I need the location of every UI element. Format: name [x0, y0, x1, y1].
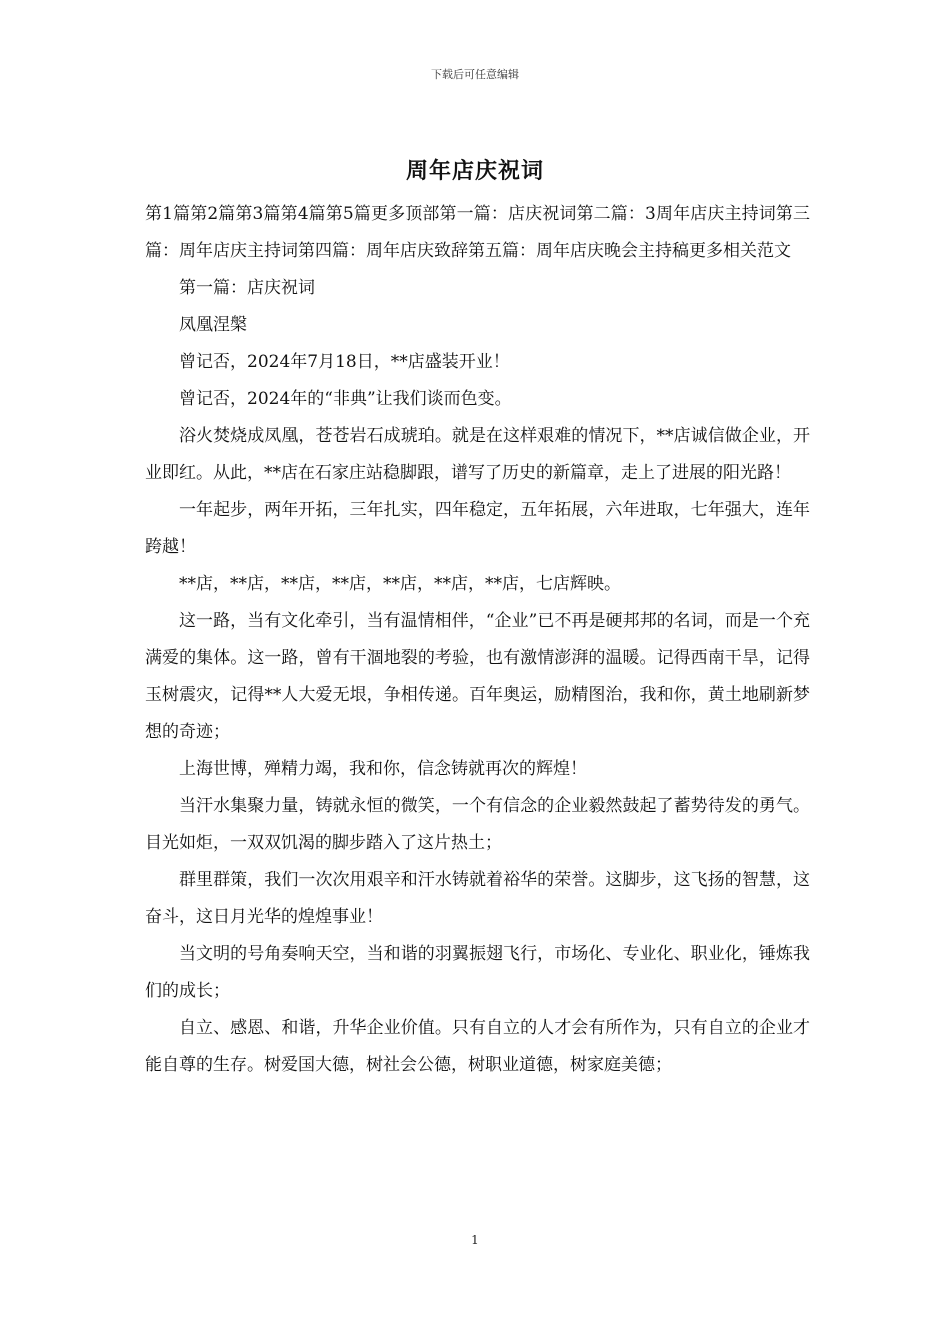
body-paragraph: 曾记否，2024年7月18日，**店盛装开业！: [179, 352, 510, 372]
body-paragraph: 自立、感恩、和谐，升华企业价值。只有自立的人才会有所作为，只有自立的企业才能自尊的生存。树爱国大德，树社会公德，树职业道德，树家庭美德；: [145, 1018, 810, 1075]
body-paragraph: 浴火焚烧成凤凰，苍苍岩石成琥珀。就是在这样艰难的情况下，**店诚信做企业，开业即红。从此，**店在石家庄站稳脚跟，谱写了历史的新篇章，走上了进展的阳光路！: [145, 426, 810, 483]
body-paragraph: 上海世博，殚精力竭，我和你，信念铸就再次的辉煌！: [179, 759, 587, 779]
document-title: 周年店庆祝词: [405, 158, 544, 184]
header-note: 下载后可任意编辑: [431, 68, 519, 81]
table-of-contents-paragraph: 第1篇第2篇第3篇第4篇第5篇更多顶部第一篇：店庆祝词第二篇：3周年店庆主持词第三篇：周年店庆主持词第四篇：周年店庆致辞第五篇：周年店庆晚会主持稿更多相关范文: [145, 204, 810, 261]
body-paragraph: 这一路，当有文化牵引，当有温情相伴，“企业”已不再是硬邦邦的名词，而是一个充满爱的集体。这一路，曾有干涸地裂的考验，也有激情澎湃的温暖。记得西南干旱，记得玉树震灾，记得**人大爱无垠，争相传递。百年奥运，励精图治，我和你，黄土地刷新梦想的奇迹；: [145, 611, 810, 742]
body-paragraph: 当文明的号角奏响天空，当和谐的羽翼振翅飞行，市场化、专业化、职业化，锤炼我们的成长；: [145, 944, 810, 1001]
document-body: [145, 196, 810, 1084]
body-paragraph: 当汗水集聚力量，铸就永恒的微笑，一个有信念的企业毅然鼓起了蓄势待发的勇气。目光如炬，一双双饥渴的脚步踏入了这片热土；: [145, 796, 810, 853]
body-paragraph: 一年起步，两年开拓，三年扎实，四年稳定，五年拓展，六年进取，七年强大，连年跨越！: [145, 500, 810, 557]
page-number: 1: [471, 1233, 479, 1247]
section-heading: 第一篇：店庆祝词: [179, 278, 315, 298]
subtitle-paragraph: 凤凰涅槃: [179, 315, 247, 335]
body-paragraph: 曾记否，2024年的“非典”让我们谈而色变。: [179, 389, 512, 409]
body-paragraph: 群里群策，我们一次次用艰辛和汗水铸就着裕华的荣誉。这脚步，这飞扬的智慧，这奋斗，这日月光华的煌煌事业！: [145, 870, 810, 927]
body-paragraph: **店，**店，**店，**店，**店，**店，**店，七店辉映。: [179, 574, 621, 594]
